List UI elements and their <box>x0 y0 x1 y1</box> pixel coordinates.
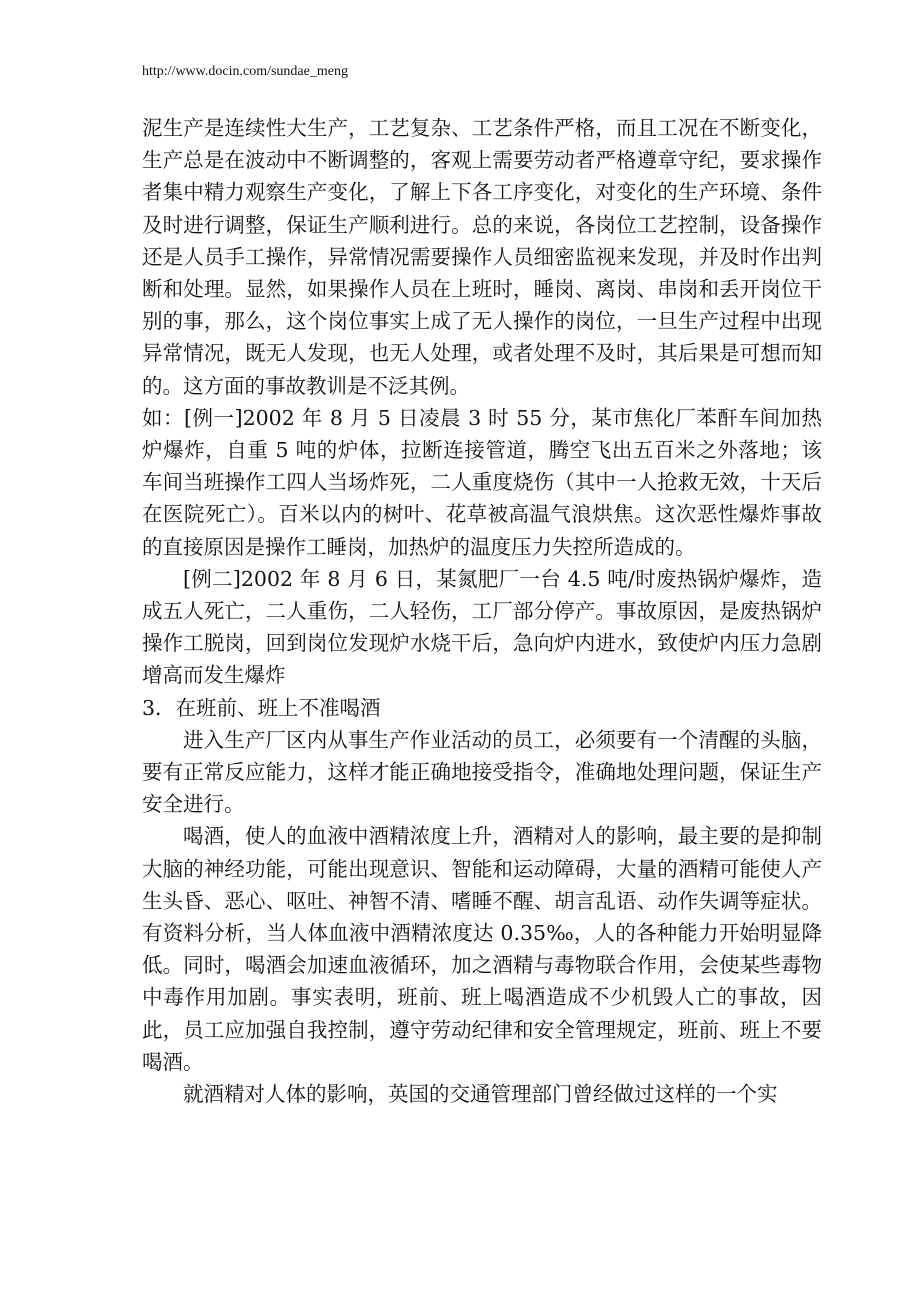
document-body <box>142 112 822 1110</box>
paragraph-alcohol-effects: 喝酒，使人的血液中酒精浓度上升，酒精对人的影响，最主要的是抑制大脑的神经功能，可能出现意识、智能和运动障碍，大量的酒精可能使人产生头昏、恶心、呕吐、神智不清、嗜睡不醒、胡言乱语、动作失调等症状。有资料分析，当人体血液中酒精浓度达 0.35‰，人的各种能力开始明显降低。同时，喝酒会加速血液循环，加之酒精与毒物联合作用，会使某些毒物中毒作用加剧。事实表明，班前、班上喝酒造成不少机毁人亡的事故，因此，员工应加强自我控制，遵守劳动纪律和安全管理规定，班前、班上不要喝酒。 <box>142 824 822 1074</box>
paragraph-example-one: 如：[例一]2002 年 8 月 5 日凌晨 3 时 55 分，某市焦化厂苯酐车间加热炉爆炸，自重 5 吨的炉体，拉断连接管道，腾空飞出五百米之外落地；该车间当班操作工四人当场炸死，二人重度烧伤（其中一人抢救无效，十天后在医院死亡）。百米以内的树叶、花草被高温气浪烘焦。这次恶性爆炸事故的直接原因是操作工睡岗，加热炉的温度压力失控所造成的。 <box>142 405 822 559</box>
paragraph-uk-experiment: 就酒精对人体的影响，英国的交通管理部门曾经做过这样的一个实 <box>183 1082 778 1107</box>
paragraph-example-two: [例二]2002 年 8 月 6 日，某氮肥厂一台 4.5 吨/时废热锅炉爆炸，造成五人死亡，二人重伤，二人轻伤，工厂部分停产。事故原因，是废热锅炉操作工脱岗，回到岗位发现炉水烧干后，急向炉内进水，致使炉内压力急剧增高而发生爆炸 <box>142 566 822 688</box>
header-url: http://www.docin.com/sundae_meng <box>142 64 348 79</box>
section-heading-no-drinking: 3．在班前、班上不准喝酒 <box>142 695 381 720</box>
paragraph-post-discipline: 泥生产是连续性大生产，工艺复杂、工艺条件严格，而且工况在不断变化，生产总是在波动中不断调整的，客观上需要劳动者严格遵章守纪，要求操作者集中精力观察生产变化，了解上下各工序变化，对变化的生产环境、条件及时进行调整，保证生产顺利进行。总的来说，各岗位工艺控制，设备操作还是人员手工操作，异常情况需要操作人员细密监视来发现，并及时作出判断和处理。显然，如果操作人员在上班时，睡岗、离岗、串岗和丢开岗位干别的事，那么，这个岗位事实上成了无人操作的岗位，一旦生产过程中出现异常情况，既无人发现，也无人处理，或者处理不及时，其后果是可想而知的。这方面的事故教训是不泛其例。 <box>142 116 822 398</box>
paragraph-clear-mind: 进入生产厂区内从事生产作业活动的员工，必须要有一个清醒的头脑，要有正常反应能力，这样才能正确地接受指令，准确地处理问题，保证生产安全进行。 <box>142 727 822 817</box>
